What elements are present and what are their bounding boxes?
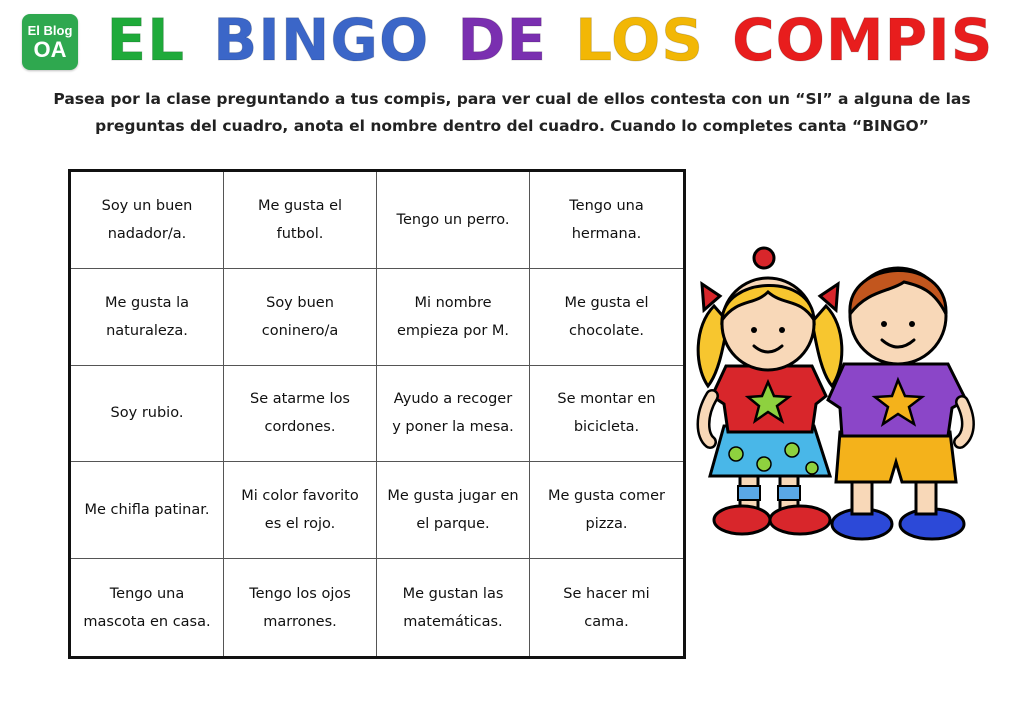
- bingo-cell-text: Se hacer mi: [563, 585, 650, 602]
- bingo-cell: [530, 366, 683, 463]
- bingo-cell-text: cama.: [584, 613, 629, 630]
- bingo-cell-text: coninero/a: [261, 322, 339, 339]
- instructions-line-1: Pasea por la clase preguntando a tus compis, para ver cual de ellos contesta con un “SI” a alguna de las: [53, 90, 971, 108]
- title-word-de: DE: [457, 6, 548, 74]
- bingo-cell: [530, 559, 683, 656]
- instructions-line-2: preguntas del cuadro, anota el nombre dentro del cuadro. Cuando lo completes canta “BINGO”: [95, 117, 929, 135]
- bingo-cell-text: empieza por M.: [396, 322, 510, 339]
- bingo-cell: [530, 462, 683, 559]
- bingo-cell-text: Se atarme los: [249, 391, 350, 408]
- logo-line-2: OA: [33, 36, 67, 62]
- bingo-cell-text: bicicleta.: [573, 419, 640, 436]
- bingo-cell-text: Tengo los ojos: [249, 585, 351, 602]
- bingo-cell-text: Me gustan las: [402, 585, 504, 602]
- bingo-cell-text: Soy un buen: [101, 197, 193, 214]
- bingo-cell: [71, 366, 224, 463]
- boy-figure: [828, 268, 968, 539]
- bingo-cell-text: Me gusta comer: [547, 488, 666, 505]
- bingo-cell-text: Tengo un perro.: [396, 211, 510, 228]
- bingo-cell-text: naturaleza.: [106, 322, 188, 339]
- logo-line-1: El Blog: [27, 22, 73, 38]
- bingo-cell: [377, 172, 530, 269]
- bingo-cell: [224, 269, 377, 366]
- bingo-cell-text: cordones.: [264, 419, 336, 436]
- title-word-los: LOS: [575, 6, 705, 74]
- bingo-cell: [71, 559, 224, 656]
- bingo-cell-text: Ayudo a recoger: [393, 391, 513, 408]
- bingo-cell: [224, 172, 377, 269]
- bingo-cell: [224, 366, 377, 463]
- bingo-cell: [71, 269, 224, 366]
- bingo-cell-text: nadador/a.: [107, 225, 187, 242]
- bingo-cell-text: y poner la mesa.: [392, 419, 514, 436]
- bingo-cell-text: Soy rubio.: [110, 405, 184, 422]
- bingo-cell: [71, 172, 224, 269]
- bingo-cell-text: futbol.: [276, 225, 324, 242]
- bingo-cell-text: marrones.: [263, 613, 337, 630]
- bingo-cell: [224, 462, 377, 559]
- bingo-cell: [377, 559, 530, 656]
- bingo-cell-text: Se montar en: [557, 391, 656, 408]
- bingo-cell: [530, 172, 683, 269]
- bingo-cell-text: el parque.: [416, 516, 490, 533]
- bingo-cell-text: Me chifla patinar.: [84, 502, 210, 519]
- bingo-cell-text: Soy buen: [266, 294, 334, 311]
- bingo-cell-text: Mi nombre: [414, 294, 492, 311]
- bingo-cell-text: Me gusta el: [564, 294, 649, 311]
- kids-illustration: [694, 236, 984, 566]
- page-title: [100, 2, 1000, 78]
- title-word-compis: COMPIS: [732, 6, 994, 74]
- bingo-cell-text: pizza.: [585, 516, 628, 533]
- instructions: [30, 86, 994, 140]
- bingo-cell-text: Tengo una: [109, 585, 185, 602]
- bingo-cell-text: Me gusta el: [257, 197, 343, 214]
- bingo-cell: [71, 462, 224, 559]
- bingo-cell-text: Tengo una: [569, 197, 644, 214]
- title-word-el: EL: [106, 6, 186, 74]
- bingo-cell: [224, 559, 377, 656]
- bingo-cell: [377, 366, 530, 463]
- bingo-cell-text: Me gusta la: [104, 294, 190, 311]
- bingo-cell-text: hermana.: [571, 225, 642, 242]
- bingo-cell-text: es el rojo.: [264, 516, 336, 533]
- bingo-cell-text: matemáticas.: [403, 613, 503, 630]
- bingo-cell: [530, 269, 683, 366]
- bingo-board: [68, 169, 686, 659]
- title-word-bingo: BINGO: [213, 6, 430, 74]
- bingo-cell-text: mascota en casa.: [83, 613, 211, 630]
- blog-logo: [22, 14, 78, 70]
- bingo-cell-text: Me gusta jugar en: [387, 488, 519, 505]
- bingo-cell: [377, 269, 530, 366]
- girl-figure: [698, 248, 842, 534]
- bingo-cell: [377, 462, 530, 559]
- bingo-cell-text: chocolate.: [568, 322, 644, 339]
- bingo-cell-text: Mi color favorito: [241, 488, 359, 505]
